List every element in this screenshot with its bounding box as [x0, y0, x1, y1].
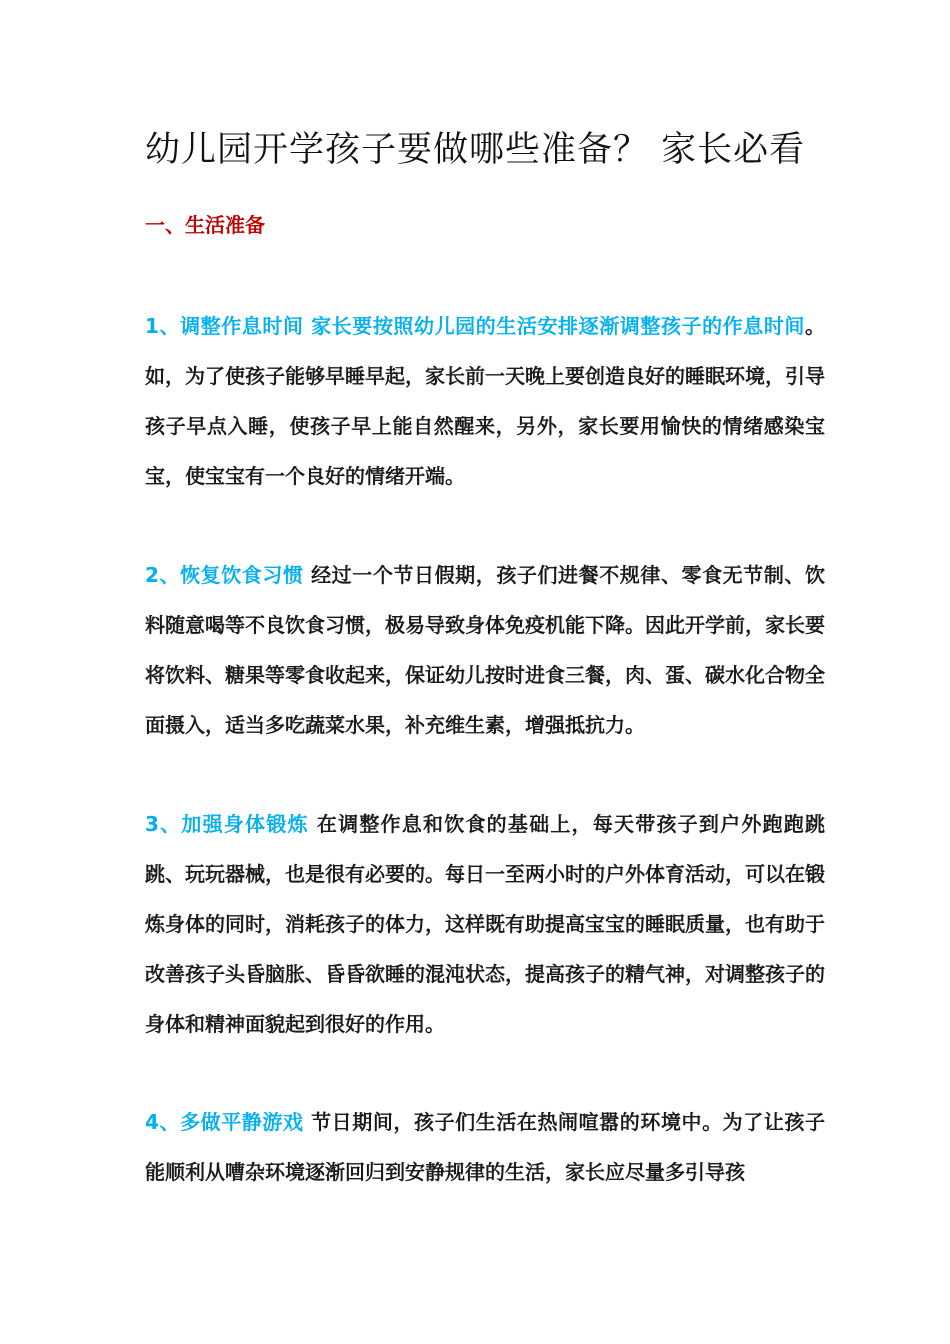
section-heading: 一、生活准备 [145, 213, 265, 237]
paragraph-highlight: 4、多做平静游戏 [145, 1110, 304, 1134]
paragraph-highlight: 3、加强身体锻炼 [145, 812, 309, 836]
paragraph-restore-diet [145, 550, 825, 750]
paragraph-body: 经过一个节日假期，孩子们进餐不规律、零食无节制、饮料随意喝等不良饮食习惯，极易导致身体免疫机能下降。因此开学前，家长要将饮料、糖果等零食收起来，保证幼儿按时进食三餐，肉、蛋、碳水化合物全面摄入，适当多吃蔬菜水果，补充维生素，增强抵抗力。 [145, 563, 826, 737]
page-title: 幼儿园开学孩子要做哪些准备？ 家长必看 [145, 130, 806, 170]
paragraph-highlight: 2、恢复饮食习惯 [145, 563, 304, 587]
paragraph-body: 。如，为了使孩子能够早睡早起，家长前一天晚上要创造良好的睡眠环境，引导孩子早点入睡，使孩子早上能自然醒来，另外，家长要用愉快的情绪感染宝宝，使宝宝有一个良好的情绪开端。 [145, 314, 825, 488]
paragraph-exercise [145, 799, 825, 1049]
paragraph-body: 节日期间，孩子们生活在热闹喧嚣的环境中。为了让孩子能顺利从嘈杂环境逐渐回归到安静规律的生活，家长应尽量多引导孩 [145, 1110, 826, 1184]
paragraph-quiet-games [145, 1097, 825, 1197]
paragraph-highlight: 1、调整作息时间 家长要按照幼儿园的生活安排逐渐调整孩子的作息时间 [145, 314, 805, 338]
paragraph-body: 在调整作息和饮食的基础上，每天带孩子到户外跑跑跳跳、玩玩器械，也是很有必要的。每日一至两小时的户外体育活动，可以在锻炼身体的同时，消耗孩子的体力，这样既有助提高宝宝的睡眠质量，也有助于改善孩子头昏脑胀、昏昏欲睡的混沌状态，提高孩子的精气神，对调整孩子的身体和精神面貌起到很好的作用。 [145, 812, 825, 1036]
paragraph-adjust-schedule [145, 301, 825, 501]
